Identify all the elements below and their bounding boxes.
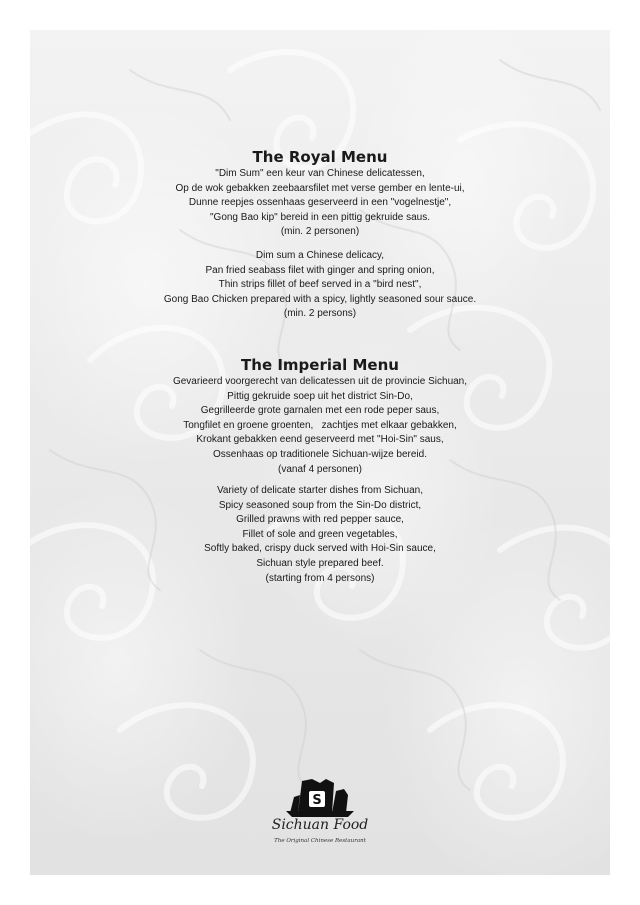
imperial-english-line: Grilled prawns with red pepper sauce,: [236, 514, 404, 526]
junk-ship-icon: [268, 775, 372, 819]
imperial-english-persons: (starting from 4 persons): [265, 572, 375, 584]
imperial-dutch-line: Gevarieerd voorgerecht van delicatessen uit de provincie Sichuan,: [172, 376, 468, 387]
royal-dutch-line: Dunne reepjes ossenhaas geserveerd in een "vogelnestje",: [188, 197, 452, 209]
imperial-dutch-line: Gegrilleerde grote garnalen met een rode peper saus,: [200, 405, 440, 417]
logo-name: Sichuan Food: [271, 817, 369, 833]
royal-dutch-line: "Gong Bao kip" bereid in een pittig gekruide saus.: [209, 211, 430, 223]
imperial-dutch-persons: (vanaf 4 personen): [278, 463, 362, 475]
imperial-english-line: Fillet of sole and green vegetables,: [242, 528, 398, 540]
imperial-dutch-line: Pittig gekruide soep uit het district Sin-Do,: [227, 390, 413, 402]
royal-english-persons: (min. 2 persons): [283, 308, 357, 320]
imperial-menu-english: [30, 484, 610, 586]
royal-english-line: Dim sum a Chinese delicacy,: [255, 250, 385, 261]
imperial-english-line: Softly baked, crispy duck served with Hoi-Sin sauce,: [204, 543, 436, 555]
sichuan-food-logo: [268, 775, 372, 855]
royal-dutch-persons: (min. 2 personen): [280, 226, 360, 238]
royal-english-line: Thin strips fillet of beef served in a "bird nest",: [218, 279, 422, 291]
imperial-dutch-line: Krokant gebakken eend geserveerd met "Hoi-Sin" saus,: [196, 434, 444, 446]
imperial-dutch-line: Ossenhaas op traditionele Sichuan-wijze bereid.: [212, 448, 427, 460]
imperial-dutch-line: Tongfilet en groene groenten, zachtjes met elkaar gebakken,: [183, 419, 457, 431]
royal-english-line: Gong Bao Chicken prepared with a spicy, lightly seasoned sour sauce.: [163, 293, 477, 305]
royal-menu-section: [30, 147, 610, 240]
imperial-english-line: Spicy seasoned soup from the Sin-Do district,: [218, 499, 422, 511]
royal-english-line: Pan fried seabass filet with ginger and spring onion,: [205, 264, 435, 276]
imperial-menu-section: [30, 355, 610, 477]
imperial-english-line: Sichuan style prepared beef.: [256, 557, 384, 569]
royal-dutch-line: Op de wok gebakken zeebaarsfilet met verse gember en lente-ui,: [175, 182, 465, 194]
imperial-english-line: Variety of delicate starter dishes from Sichuan,: [216, 485, 424, 496]
royal-dutch-line: "Dim Sum" een keur van Chinese delicatessen,: [215, 168, 425, 179]
logo-tagline: The Original Chinese Restaurant: [274, 838, 366, 844]
logo-badge-letter: S: [312, 793, 322, 808]
menu-page: [30, 30, 610, 875]
royal-menu-title: The Royal Menu: [252, 148, 388, 166]
imperial-menu-title: The Imperial Menu: [241, 356, 399, 374]
royal-menu-english: [30, 249, 610, 322]
